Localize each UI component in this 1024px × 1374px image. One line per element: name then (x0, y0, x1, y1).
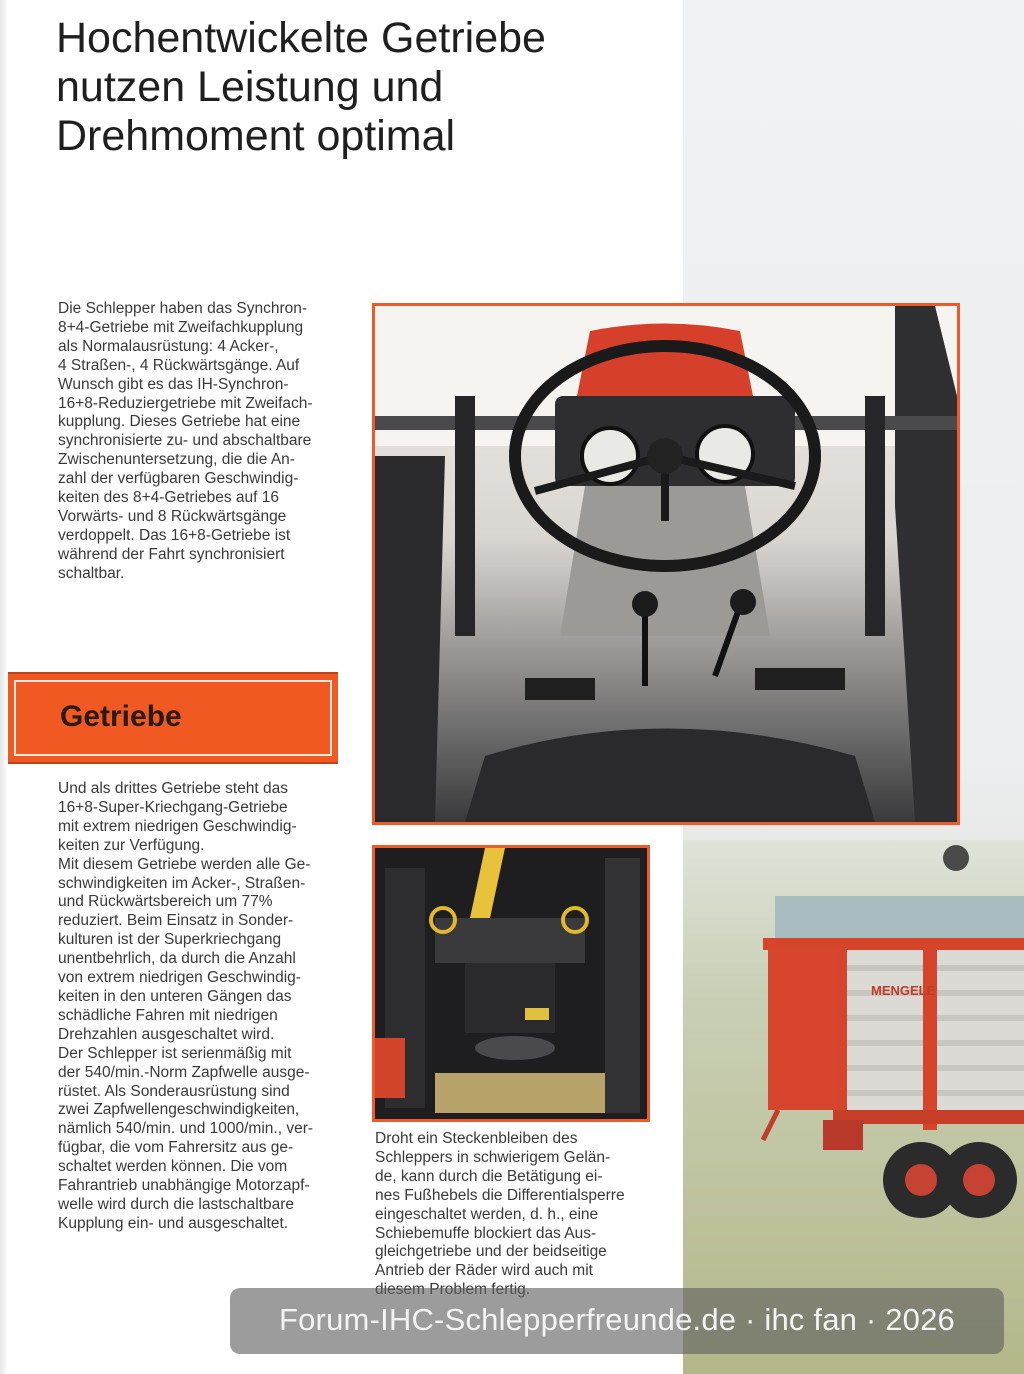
section-banner (8, 672, 338, 764)
page-edge-shadow (0, 0, 8, 1374)
tractor-cab-photo (372, 303, 960, 825)
second-paragraph: Und als drittes Getriebe steht das 16+8-Super-Kriechgang-Getriebe mit extrem niedrigen Geschwindig- keiten zur Verfügung. Mit diesem Getriebe werden alle Ge- schwindigkeiten im Acker-, Straßen- und Rückwärtsbereich um 77% reduziert. Beim Einsatz in Sonder- kulturen ist der Superkriechgang unentbehrlich, da durch die Anzahl von extrem niedrigen Geschwindig- keiten in den unteren Gängen das schädliche Fahren mit niedrigen Drehzahlen ausgeschaltet wird. Der Schlepper ist serienmäßig mit der 540/min.-Norm Zapfwelle ausge- rüstet. Als Sonderausrüstung sind zwei Zapfwellengeschwindigkeiten, nämlich 540/min. und 1000/min., ver- fügbar, die vom Fahrersitz aus ge- schaltet werden können. Die vom Fahrantrieb unabhängige Motorzapf- welle wird durch die lastschaltbare Kupplung ein- und ausgeschaltet. (58, 780, 314, 1232)
cab-illustration (375, 306, 957, 822)
title-line-3: Drehmoment optimal (56, 112, 456, 160)
title-line-2: nutzen Leistung und (56, 63, 444, 111)
trailer-brand-lettering: MENGELE (871, 983, 936, 998)
section-heading-getriebe: Getriebe (60, 700, 182, 733)
title-line-1: Hochentwickelte Getriebe (56, 14, 546, 62)
hitch-illustration (375, 848, 647, 1119)
rear-hitch-photo (372, 845, 650, 1122)
forum-watermark (230, 1288, 1004, 1354)
page-title (56, 14, 676, 161)
intro-paragraph: Die Schlepper haben das Synchron- 8+4-Getriebe mit Zweifachkupplung als Normalausrüstung: 4 Acker-, 4 Straßen-, 4 Rückwärtsgänge. Auf Wunsch gibt es das IH-Synchron- 16+8-Reduziergetriebe mit Zweifach- kupplung. Dieses Getriebe hat eine synchronisierte zu- und abschaltbare Zwischenuntersetzung, die die An- zahl der verfügbaren Geschwindig- keiten des 8+4-Getriebes auf 16 Vorwärts- und 8 Rückwärtsgänge verdoppelt. Das 16+8-Getriebe ist während der Fahrt synchronisiert schaltbar. (58, 300, 313, 582)
photo-caption: Droht ein Steckenbleiben des Schleppers in schwierigem Gelän- de, kann durch die Betätigung ei- nes Fußhebels die Differentialsperre eingeschaltet werden, d. h., eine Schiebemuffe blockiert das Aus- gleichgetriebe und der beidseitige Antrieb der Räder wird auch mit (375, 1130, 625, 1280)
watermark-text: Forum-IHC-Schlepperfreunde.de · ihc fan · 2026 (278, 1302, 956, 1337)
